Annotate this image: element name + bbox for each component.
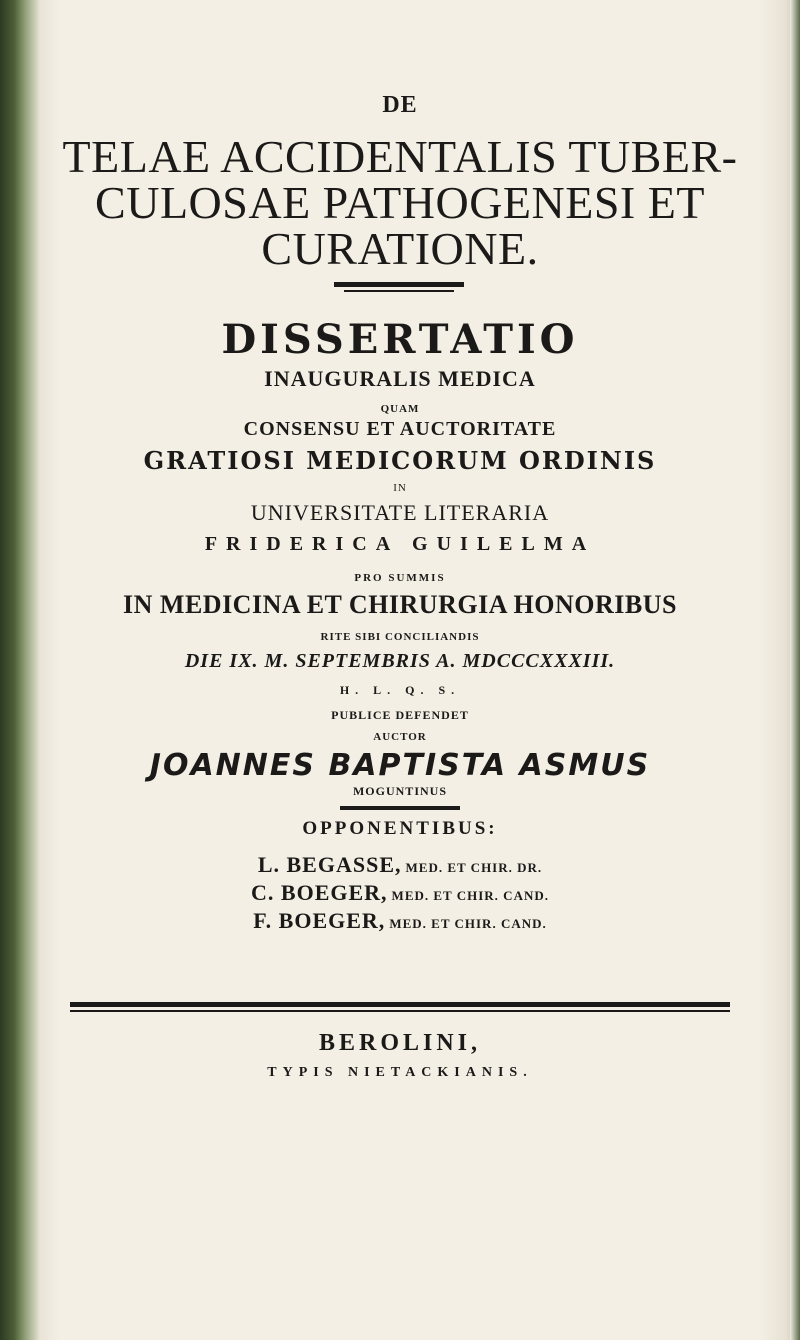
- title-line-1: TELAE ACCIDENTALIS TUBER-: [62, 131, 738, 182]
- consensu-line: CONSENSU ET AUCTORITATE: [243, 418, 557, 440]
- opponent-row: [60, 908, 740, 934]
- opponent-name: C. BOEGER,: [251, 880, 388, 905]
- preposition-de: DE: [382, 92, 418, 118]
- author-origin: MOGUNTINUS: [352, 784, 447, 798]
- in-line: IN: [393, 482, 407, 494]
- opponent-name: F. BOEGER,: [253, 908, 386, 933]
- date-line: DIE IX. M. SEPTEMBRIS A. MDCCCXXXIII.: [184, 650, 616, 672]
- medicina-line: IN MEDICINA ET CHIRURGIA HONORIBUS: [123, 590, 677, 619]
- imprint-printer: TYPIS NIETACKIANIS.: [267, 1065, 533, 1080]
- gratiosi-line: GRATIOSI MEDICORUM ORDINIS: [143, 446, 657, 475]
- opponent-title: MED. ET CHIR. CAND.: [391, 888, 549, 903]
- title-page-content: [60, 0, 740, 1340]
- opponent-title: MED. ET CHIR. DR.: [405, 860, 543, 875]
- decorative-rule-thick: [334, 282, 464, 287]
- opponent-title: MED. ET CHIR. CAND.: [389, 916, 547, 931]
- title-line-3: CURATIONE.: [261, 223, 539, 274]
- decorative-rule-bottom-thin: [70, 1010, 730, 1012]
- hlqs-line: H. L. Q. S.: [339, 683, 461, 697]
- inauguralis-line: INAUGURALIS MEDICA: [264, 366, 536, 391]
- publice-line: PUBLICE DEFENDET: [331, 708, 469, 722]
- decorative-rule-middle: [340, 806, 460, 810]
- page-edge-shadow: [790, 0, 800, 1340]
- opponentibus-heading: OPPONENTIBUS:: [302, 818, 498, 839]
- universitate-line: UNIVERSITATE LITERARIA: [250, 500, 550, 525]
- friderica-line: FRIDERICA GUILELMA: [204, 533, 596, 555]
- opponent-row: [60, 880, 740, 906]
- dissertatio-heading: DISSERTATIO: [221, 316, 579, 363]
- opponent-name: L. BEGASSE,: [257, 852, 402, 877]
- quam-line: QUAM: [380, 403, 420, 415]
- auctor-line: AUCTOR: [373, 731, 427, 743]
- decorative-rule-bottom-thick: [70, 1002, 730, 1007]
- title-line-2: CULOSAE PATHOGENESI ET: [95, 177, 705, 228]
- opponent-row: [60, 852, 740, 878]
- imprint-place: BEROLINI,: [318, 1030, 482, 1056]
- pro-summis-line: PRO SUMMIS: [354, 572, 446, 584]
- rite-line: RITE SIBI CONCILIANDIS: [320, 631, 480, 643]
- decorative-rule-thin: [344, 290, 454, 292]
- author-name: JOANNES BAPTISTA ASMUS: [149, 748, 651, 783]
